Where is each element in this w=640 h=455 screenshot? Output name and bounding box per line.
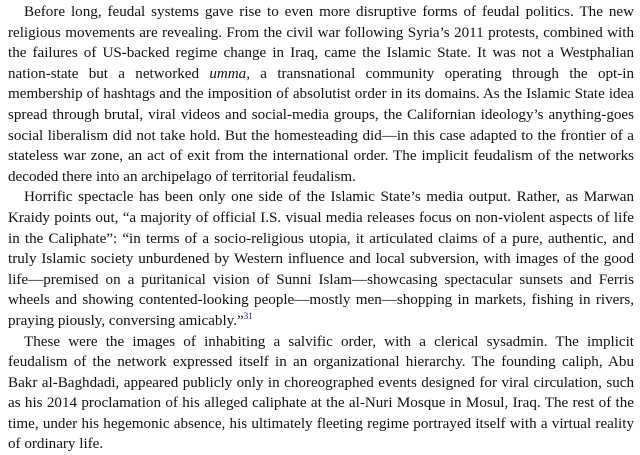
text-run: These were the images of inhabiting a salvific order, with a clerical sysadmin. The implicit feudalism of the network expressed itself in an organizational hierarchy. The founding caliph, Abu Bakr al-Baghdadi, appeared publicly only in choreographed events designed for viral circulation, such as his 2014 proclamation of his alleged caliphate at the al-Nuri Mosque in Mosul, Iraq. The rest of the time, under his hegemonic absence, his ultimately fleeting regime portrayed itself with a virtual reality of ordinary life. (8, 334, 634, 453)
text-run: , a transnational community operating through the opt-in membership of hashtags and the imposition of absolutist order in its domains. As the Islamic State idea spread through brutal, viral videos and social-media groups, the Californian ideology’s anything-goes social liberalism did not take hold. But the homesteading did—in this case adapted to the frontier of a stateless war zone, an act of exit from the international order. The implicit feudalism of the networks decoded there into an archipelago of territorial feudalism. (8, 66, 634, 185)
footnote-marker[interactable]: 31 (244, 311, 253, 321)
italic-term-umma: umma (209, 66, 246, 82)
text-run: Before long, feudal systems gave rise to even more disruptive forms of feudal politics. The new religious movements are revealing. From the civil war following Syria’s 2011 protests, combined with the failures of US-backed regime change in Iraq, came the Islamic State. It was not a Westphalian nation-state but a networked (8, 4, 634, 82)
paragraph-media-output (8, 187, 634, 331)
paragraph-salvific-order (8, 332, 634, 455)
text-run: Horrific spectacle has been only one side of the Islamic State’s media output. Rather, as Marwan Kraidy points out, “a majority of official I.S. visual media releases focus on non-violent aspects of life in the Caliphate”: “in terms of a socio-religious utopia, it articulated claims of a pure, authentic, and truly Islamic society unburdened by Western influence and local subversion, with images of the good life—premised on a puritanical vision of Sunni Islam—showcasing spectacular sunsets and Ferris wheels and showing contented-looking people—mostly men—shopping in markets, fishing in rivers, praying piously, conversing amicably.” (8, 189, 634, 329)
paragraph-islamic-state-feudalism (8, 2, 634, 187)
